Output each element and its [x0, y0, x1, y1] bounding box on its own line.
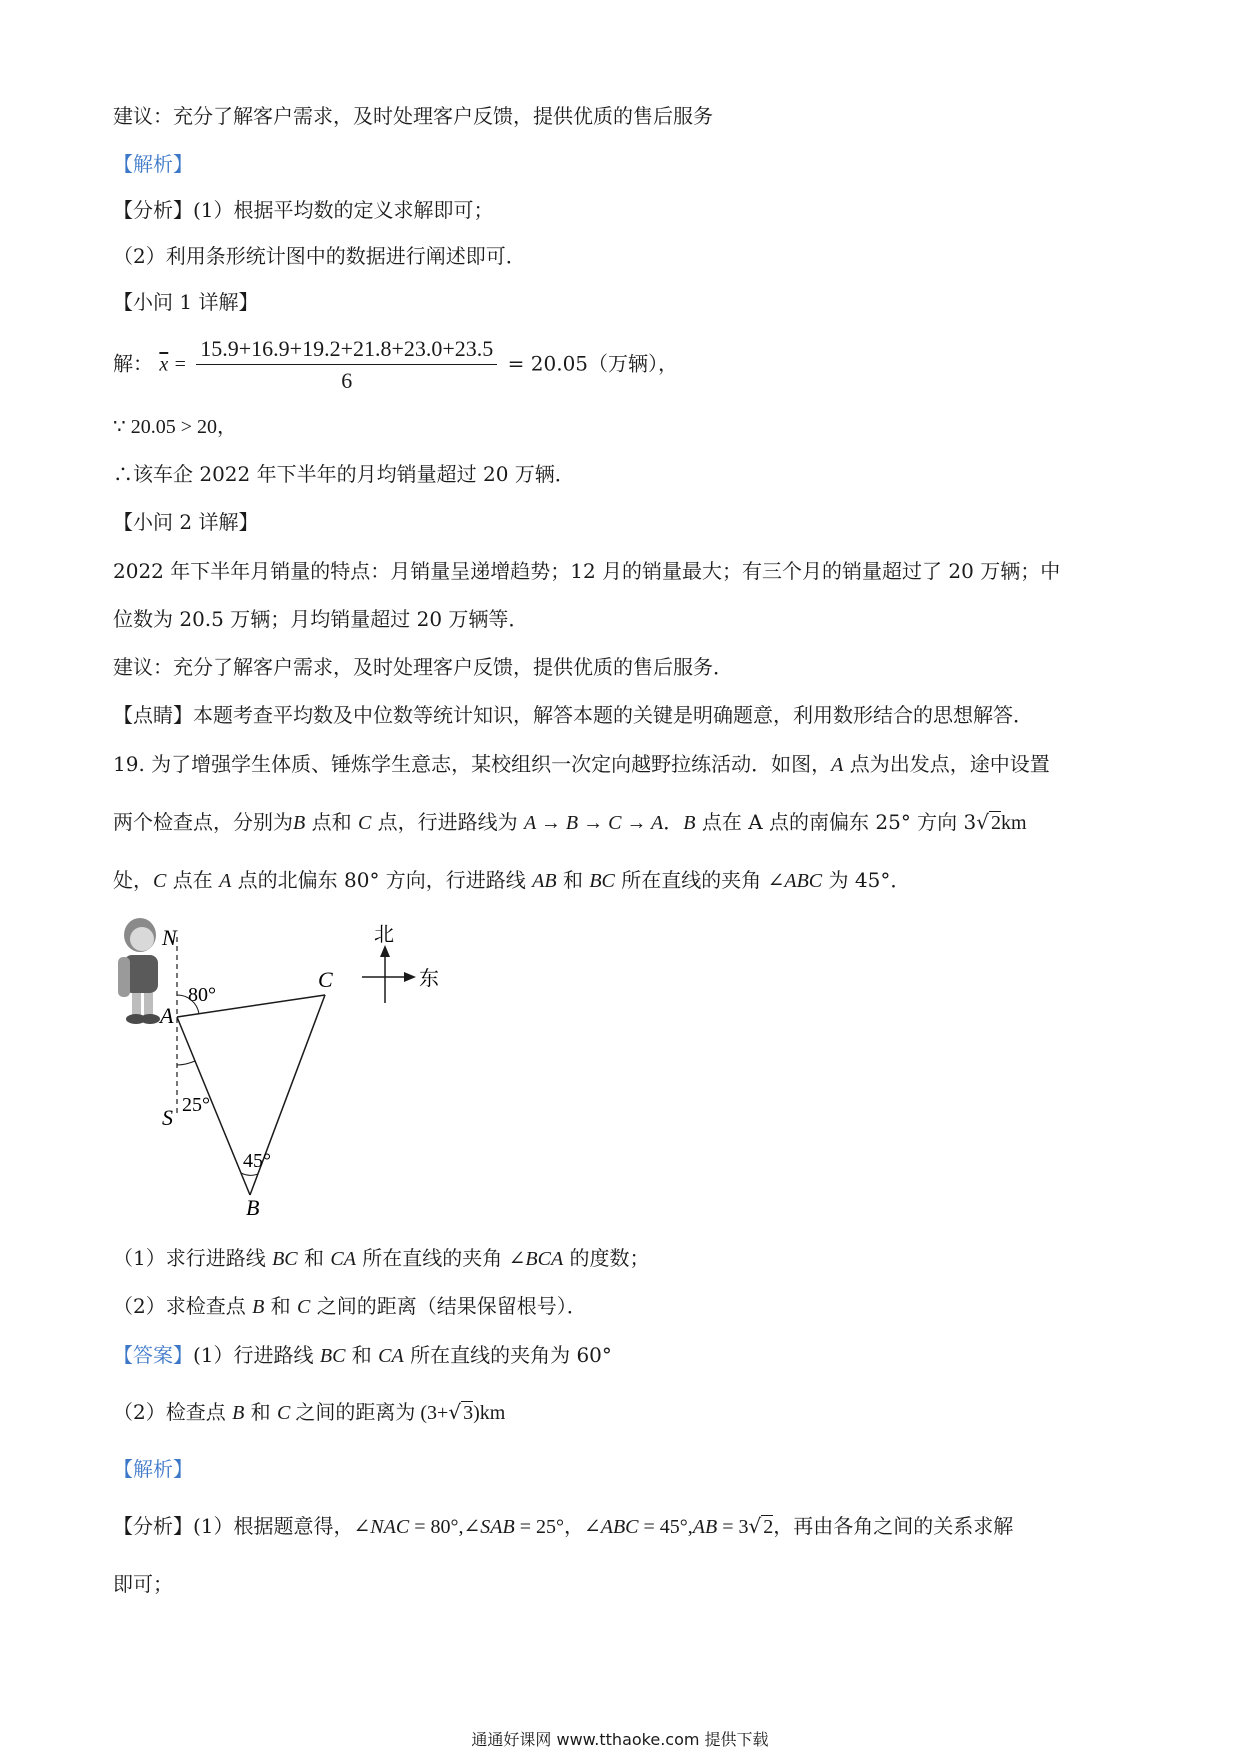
therefore-line: ∴该车企 2022 年下半年的月均销量超过 20 万辆． — [113, 462, 575, 486]
suggestion-text-1: 建议：充分了解客户需求，及时处理客户反馈，提供优质的售后服务 — [113, 104, 713, 128]
label-s: S — [162, 1105, 173, 1130]
mean-formula: 解： $\overline{x}$ = $\frac{15.9+16.9+19.2+21.8+23.0+23.5}{6}$ = 20.05（万辆）， — [113, 336, 679, 393]
text-line-1 — [113, 102, 713, 130]
label-c: C — [318, 967, 333, 992]
subquestion-1-header: 【小问 1 详解】 — [113, 290, 259, 314]
jiexi-label-1: 【解析】 — [113, 152, 193, 176]
label-north: 北 — [374, 922, 394, 946]
analysis-2-line-1: 【分析】(1）根据题意得，∠NAC = 80°,∠SAB = 25°，∠ABC = 45°,AB = 3√ 2，再由各角之间的关系求解 — [113, 1514, 1014, 1538]
because-line: ∵ 20.05 > 20， — [113, 416, 238, 438]
compass-icon — [362, 945, 416, 1003]
page-footer: 通通好课网 www.tthaoke.com 提供下载 — [471, 1730, 769, 1749]
label-a: A — [160, 1003, 174, 1028]
label-25-degrees: 25° — [182, 1094, 210, 1116]
fraction-denominator: 6 — [341, 368, 353, 393]
geometry-figure — [110, 915, 460, 1215]
answer-label: 【答案】 — [113, 1343, 193, 1367]
route-expression: A → B → C → A — [524, 812, 664, 834]
sqrt-3: 3 — [463, 1402, 474, 1424]
problem-19-line-1: 19. 为了增强学生体质、锤炼学生意志，某校组织一次定向越野拉练活动．如图，A 点为出发点，途中设置 — [113, 752, 1050, 776]
label-b: B — [246, 1195, 260, 1215]
analysis-line-2: （2）利用条形统计图中的数据进行阐述即可． — [113, 244, 526, 268]
label-east: 东 — [419, 966, 439, 990]
mean-fraction — [196, 335, 497, 395]
answer-2: （2）检查点 B 和 C 之间的距离为 (3+√ 3)km — [113, 1400, 506, 1424]
analysis-2-line-2: 即可； — [113, 1572, 173, 1596]
hiker-illustration — [118, 918, 160, 1024]
angle-25-arc — [177, 1061, 195, 1065]
features-line-1: 2022 年下半年月销量的特点：月销量呈递增趋势；12 月的销量最大；有三个月的销量超过了 20 万辆；中 — [113, 559, 1061, 583]
problem-19-line-2: 两个检查点，分别为B 点和 C 点，行进路线为 A → B → C → A．B 点在 A 点的南偏东 25° 方向 3√ 2km — [113, 810, 1027, 834]
features-line-2: 位数为 20.5 万辆；月均销量超过 20 万辆等． — [113, 607, 529, 631]
subquestion-2-header: 【小问 2 详解】 — [113, 510, 259, 534]
jiexi-label-2: 【解析】 — [113, 1457, 193, 1481]
angle-45-arc — [241, 1173, 258, 1175]
label-80-degrees: 80° — [188, 984, 216, 1006]
fraction-numerator: 15.9+16.9+19.2+21.8+23.0+23.5 — [196, 335, 497, 365]
answer-1: 【答案】(1）行进路线 BC 和 CA 所在直线的夹角为 60° — [113, 1343, 612, 1367]
question-2: （2）求检查点 B 和 C 之间的距离（结果保留根号）． — [113, 1294, 587, 1318]
sqrt-2: 2 — [991, 812, 1002, 834]
suggestion-line-2: 建议：充分了解客户需求，及时处理客户反馈，提供优质的售后服务． — [113, 655, 733, 679]
x-bar-symbol: $\overline{x}$ — [159, 353, 169, 376]
label-45-degrees: 45° — [243, 1150, 271, 1172]
dianjing-line: 【点睛】本题考查平均数及中位数等统计知识，解答本题的关键是明确题意，利用数形结合的思想解答． — [113, 703, 1033, 727]
question-1: （1）求行进路线 BC 和 CA 所在直线的夹角 ∠BCA 的度数； — [113, 1246, 650, 1270]
analysis-line-1: 【分析】(1）根据平均数的定义求解即可； — [113, 198, 494, 222]
label-n: N — [162, 925, 177, 950]
problem-19-line-3: 处，C 点在 A 点的北偏东 80° 方向，行进路线 AB 和 BC 所在直线的夹角 ∠ABC 为 45°． — [113, 868, 911, 892]
